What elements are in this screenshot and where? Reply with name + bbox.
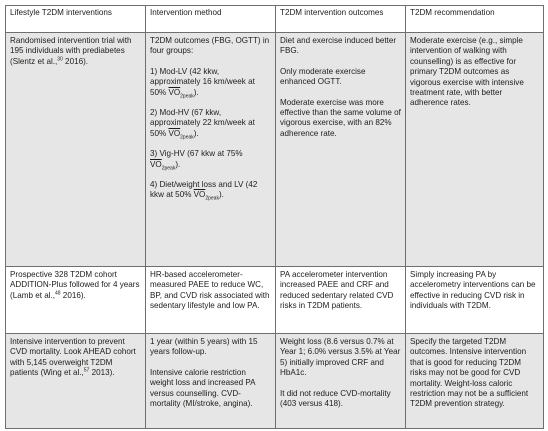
- method-group-3: 3) Vig-HV (67 kkw at 75% $\overline{VO}_{2peak}$).: [150, 149, 243, 172]
- header-lifestyle-interventions: Lifestyle T2DM interventions: [6, 6, 146, 33]
- reference-number: 57: [83, 367, 90, 374]
- outcome-paragraph: Weight loss (8.6 versus 0.7% at Year 1; 6.0% versus 3.5% at Year 5) initially improved CRF and HbA1c.: [280, 337, 401, 378]
- outcome-paragraph: Moderate exercise was more effective than the same volume of vigorous exercise, with an 82% adherence rate.: [280, 97, 401, 138]
- header-intervention-method: Intervention method: [146, 6, 276, 33]
- intervention-text: Intensive intervention to prevent CVD mortality. Look AHEAD cohort with 5,145 overweight T2DM patients (Wing et al.,$^{57}$ 2013).: [10, 337, 136, 378]
- method-paragraph: Intensive calorie restriction weight loss and increased PA versus counselling. CVD-mortality (MI/stroke, angina).: [150, 367, 256, 409]
- outcome-paragraph: Only moderate exercise enhanced OGTT.: [280, 66, 366, 87]
- table-row: [6, 267, 544, 334]
- recommendation-text: Specify the targeted T2DM outcomes. Intensive intervention that is good for reducing T2DM risks may not be good for CVD mortality. Weight-loss caloric restriction may not be a sufficient T2DM prevention strategy.: [410, 337, 529, 409]
- outcome-paragraph: It did not reduce CVD-mortality (403 versus 418).: [280, 388, 391, 409]
- cell-intervention: [6, 334, 146, 429]
- reference-number: 30: [57, 56, 63, 63]
- cell-outcomes: [276, 33, 406, 267]
- cell-method: [146, 33, 276, 267]
- cell-recommendation: [406, 33, 544, 267]
- recommendation-text: Moderate exercise (e.g., simple intervention of walking with counselling) is as effective for primary T2DM outcomes as vigorous exercise with intensive treatment rate, with better adherence rates.: [410, 36, 524, 108]
- cell-outcomes: [276, 267, 406, 334]
- header-intervention-outcomes: T2DM intervention outcomes: [276, 6, 406, 33]
- cell-method: [146, 267, 276, 334]
- table-header-row: [6, 6, 544, 33]
- reference-number: 48: [55, 290, 61, 297]
- t2dm-interventions-table: [5, 5, 544, 429]
- method-group-1: 1) Mod-LV (42 kkw, approximately 16 km/week at 50% $\overline{VO}_{2peak}$).: [150, 66, 255, 100]
- intervention-text: Prospective 328 T2DM cohort ADDITION-Plus followed for 4 years (Lamb et al.,$^{48}$ 2016).: [10, 270, 140, 300]
- method-group-4: 4) Diet/weight loss and LV (42 kkw at 50% $\overline{VO}_{2peak}$).: [150, 180, 258, 203]
- cell-method: [146, 334, 276, 429]
- method-group-2: 2) Mod-HV (67 kkw, approximately 22 km/week at 50% $\overline{VO}_{2peak}$).: [150, 108, 255, 141]
- method-text: HR-based accelerometer-measured PAEE to reduce WC, BP, and CVD risk associated with sedentary lifestyle and low PA.: [150, 270, 270, 311]
- intervention-text: Randomised intervention trial with 195 individuals with prediabetes (Slentz et al.,$^{30}$ 2016).: [10, 36, 132, 66]
- cell-intervention: [6, 267, 146, 334]
- header-recommendation: T2DM recommendation: [406, 6, 544, 33]
- method-paragraph: 1 year (within 5 years) with 15 years follow-up.: [150, 337, 258, 357]
- table-row: [6, 33, 544, 267]
- outcome-paragraph: PA accelerometer intervention increased PAEE and CRF and reduced sedentary related CVD risks in T2DM patients.: [280, 270, 394, 311]
- cell-intervention: [6, 33, 146, 267]
- recommendation-text: Simply increasing PA by accelerometry interventions can be effective in reducing CVD risk in individuals with T2DM.: [410, 270, 536, 311]
- outcome-paragraph: Diet and exercise induced better FBG.: [280, 36, 397, 56]
- cell-recommendation: [406, 267, 544, 334]
- table-row: [6, 334, 544, 429]
- cell-recommendation: [406, 334, 544, 429]
- cell-outcomes: [276, 334, 406, 429]
- method-intro: T2DM outcomes (FBG, OGTT) in four groups:: [150, 36, 270, 56]
